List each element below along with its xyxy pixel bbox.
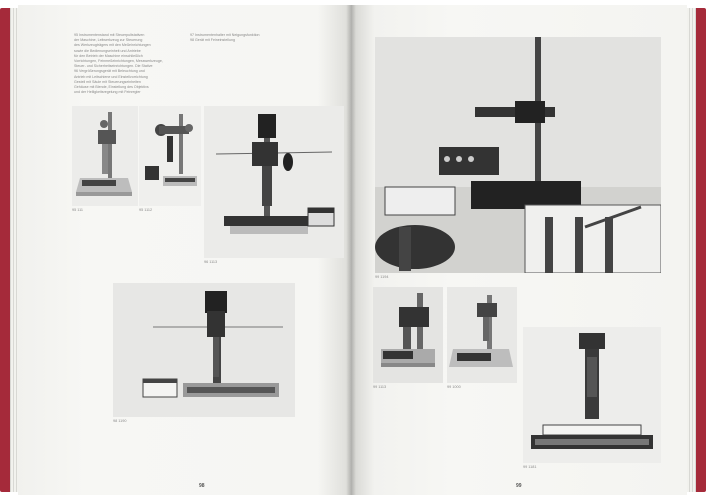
photo-number: 99 1113: [373, 385, 387, 389]
caption-line: 96 Vergrößerungsgerät mit Beleuchtung und: [74, 69, 145, 74]
right-page: [351, 5, 687, 495]
caption-line: sowie die Bedienungseinheit und Antriebe: [74, 48, 141, 53]
caption-line: und der Helligkeitsregelung mit Feinregler: [74, 90, 141, 95]
caption-column-1: [74, 33, 163, 95]
caption-line: 97 Instrumentenhalter mit Neigungsfunktion: [190, 33, 260, 37]
photo-number: 96 1113: [204, 260, 218, 264]
caption-line: Gestell mit Säule mit Steuerungseinheiten: [74, 79, 141, 84]
caption-line: der Maschine, Leitwerkzeug zur Steuerung: [74, 38, 143, 43]
photo-number: 95 1112: [139, 208, 153, 212]
caption-line: 98 Gerät mit Feineinstellung: [190, 38, 235, 43]
photo-number: 98 1190: [113, 419, 127, 423]
book-gutter-shadow: [346, 5, 356, 495]
photo-stand-machine: [523, 327, 661, 463]
photo-enlarger-a: [373, 287, 443, 383]
photo-large-enlarger: [204, 106, 344, 258]
page-number: 98: [199, 483, 205, 489]
page-number: 99: [516, 483, 522, 489]
photo-number: 99 1194: [375, 275, 389, 279]
photo-enlarger-b: [447, 287, 517, 383]
caption-line: für den Betrieb der Maschine einschließlich: [74, 53, 143, 58]
left-page: [18, 5, 351, 495]
caption-column-2: [190, 33, 260, 43]
photo-enlarger-wide: [113, 283, 295, 417]
photo-small-enlarger: [72, 106, 138, 206]
photo-workstation: [375, 37, 661, 273]
photo-number: 99 1181: [523, 465, 537, 469]
caption-line: Steuer- und Sicherheitseinrichtungen. Die Stative: [74, 64, 153, 69]
photo-number: 95 111: [72, 208, 84, 212]
caption-line: Gehäuse mit Blende, Einstellung des Objektivs: [74, 85, 149, 90]
caption-line: 95 Instrumentenstand mit Steuerpultstativen: [74, 33, 145, 37]
caption-line: Vorrichtungen, Feinmeßeinrichtungen, Messwerkzeuge,: [74, 59, 163, 64]
photo-number: 99 1000: [447, 385, 461, 389]
caption-line: Antrieb mit Leitschiene und Einstellvorrichtung: [74, 74, 148, 79]
caption-line: des Werkzeugträgers mit den Meßeinrichtungen: [74, 43, 151, 48]
page-block-edge-right: [686, 8, 696, 492]
photo-lamp-enlarger: [139, 106, 201, 206]
